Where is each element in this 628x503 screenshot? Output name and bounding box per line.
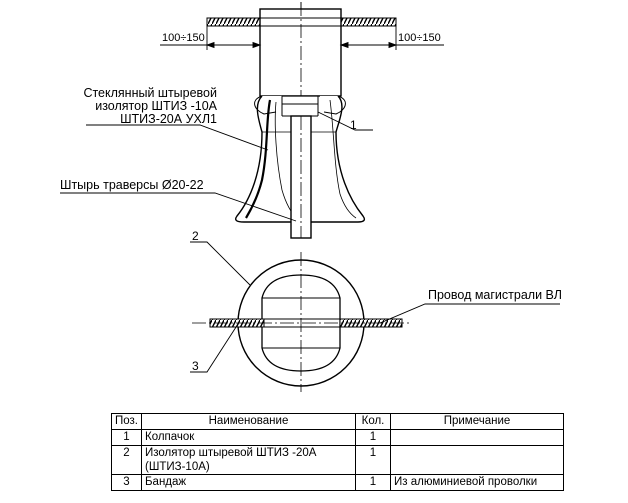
row-qty: 1 [356, 475, 391, 491]
bandage-wire-right [341, 18, 396, 26]
row-pos: 1 [112, 430, 142, 446]
insulator-label-line3: ШТИЗ-20А УХЛ1 [120, 112, 217, 126]
callout-3: 3 [192, 359, 199, 373]
callout-2: 2 [192, 229, 199, 243]
row-pos: 2 [112, 446, 142, 475]
header-pos: Поз. [112, 414, 142, 430]
row-qty: 1 [356, 430, 391, 446]
header-qty: Кол. [356, 414, 391, 430]
row-name-line1: Изолятор штыревой ШТИЗ -20А [145, 447, 317, 459]
row-note [391, 430, 564, 446]
row-name [142, 446, 356, 475]
insulator-label-line2: изолятор ШТИЗ -10А [95, 99, 217, 113]
leader-2 [190, 242, 250, 285]
insulator-label-line1: Стеклянный штыревой [83, 86, 217, 100]
callout-1: 1 [350, 118, 357, 132]
dimension-right-label: 100÷150 [398, 32, 441, 44]
table-row [112, 446, 564, 475]
leader-insulator [86, 125, 268, 150]
plan-view [190, 242, 560, 392]
table-row [112, 430, 564, 446]
row-name: Колпачок [142, 430, 356, 446]
row-note [391, 446, 564, 475]
row-qty: 1 [356, 446, 391, 475]
table-row [112, 475, 564, 491]
header-name: Наименование [142, 414, 356, 430]
side-view [60, 2, 444, 238]
row-name: Бандаж [142, 475, 356, 491]
row-pos: 3 [112, 475, 142, 491]
cap [260, 9, 341, 96]
specification-table [111, 413, 564, 491]
bandage-wire-left [207, 18, 260, 26]
pin-label: Штырь траверсы Ø20-22 [60, 178, 204, 192]
row-name-line2: (ШТИЗ-10А) [145, 461, 210, 473]
wire-label: Провод магистрали ВЛ [428, 288, 562, 302]
dimension-left-label: 100÷150 [162, 32, 205, 44]
row-note: Из алюминиевой проволки [391, 475, 564, 491]
header-note: Примечание [391, 414, 564, 430]
leader-wire [380, 304, 560, 323]
spec-header-row [112, 414, 564, 430]
